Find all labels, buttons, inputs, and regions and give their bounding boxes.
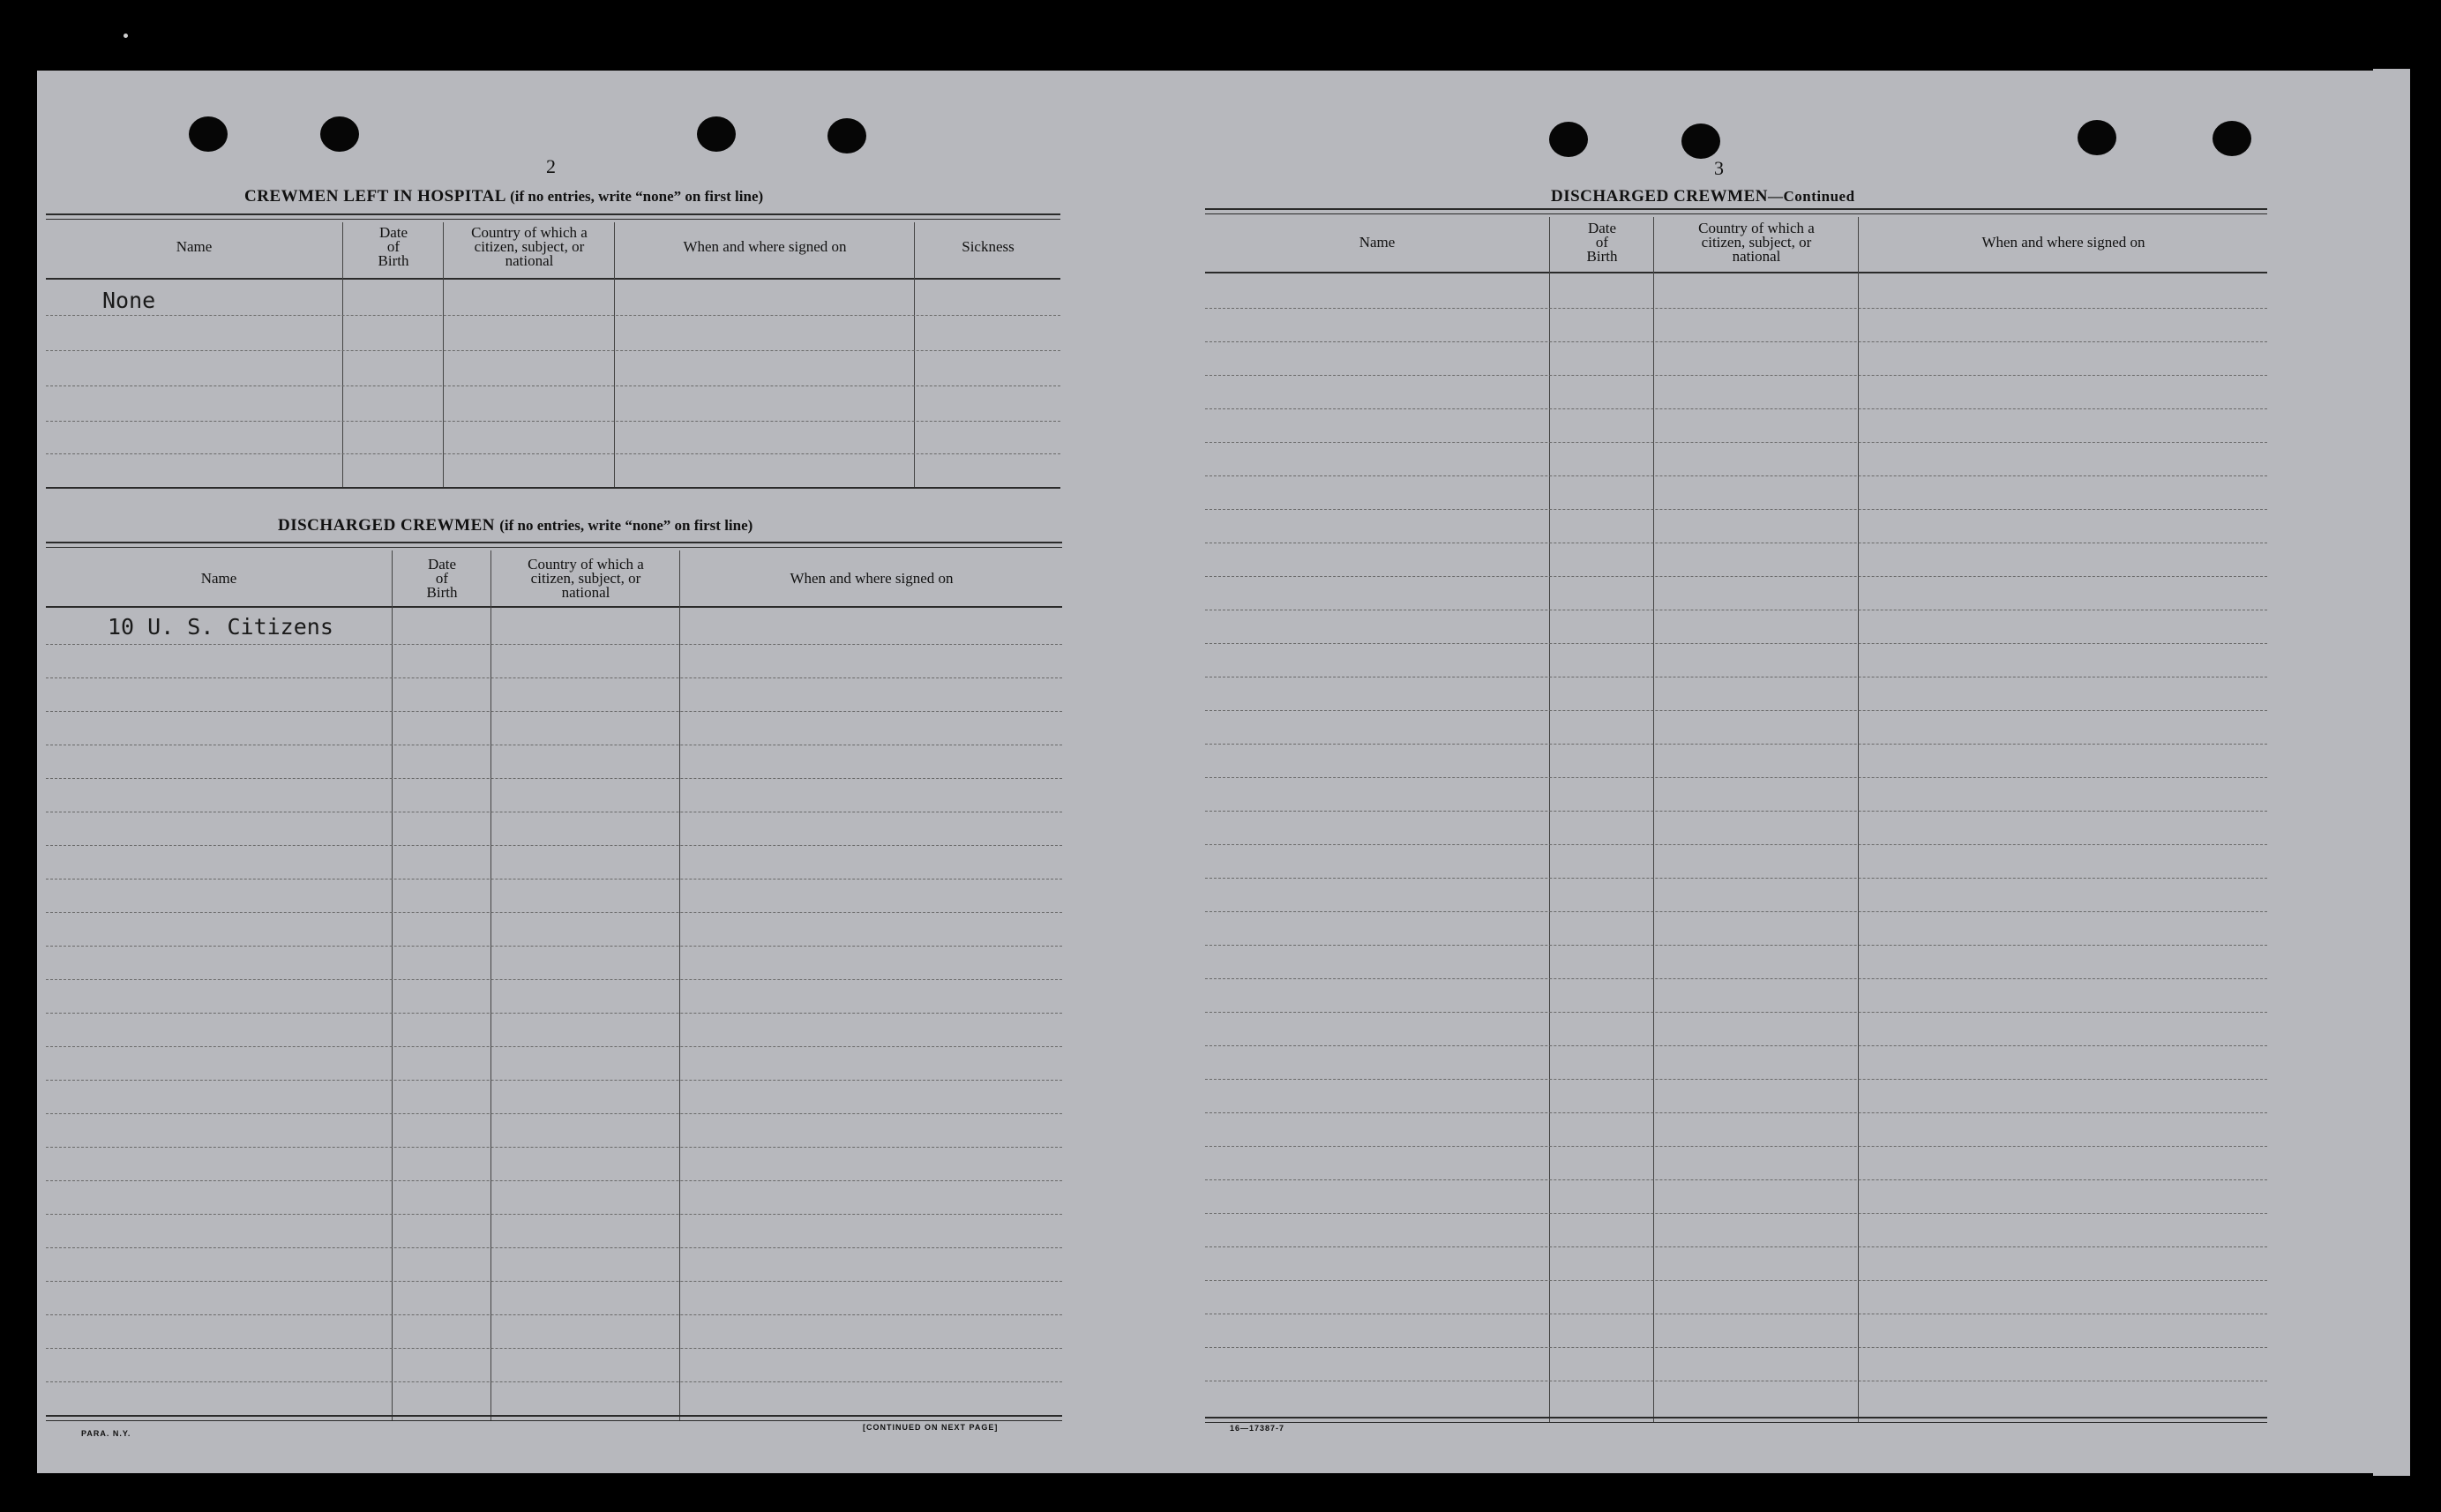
punch-hole [1549,122,1588,157]
continued-col-country: Country of which a citizen, subject, or national [1698,220,1815,265]
continued-col-birth: Date of Birth [1586,220,1618,265]
discharged-table [46,542,1062,1424]
hospital-title-text: CREWMEN LEFT IN HOSPITAL [244,187,505,206]
hospital-col-when-where: When and where signed on [683,238,847,255]
discharged-col-when-where: When and where signed on [790,570,954,587]
discharged-col-name: Name [200,570,237,587]
hospital-col-name: Name [176,238,213,255]
discharged-first-entry: 10 U. S. Citizens [108,614,333,640]
hospital-table [46,213,1060,491]
hospital-col-country: Country of which a citizen, subject, or national [471,224,588,269]
discharged-col-birth: Date of Birth [426,556,458,601]
discharged-section-title [278,516,753,535]
punch-hole [320,116,359,152]
discharged-title-text: DISCHARGED CREWMEN [278,516,495,535]
page-number-right: 3 [1714,157,1724,179]
continued-section-title [1551,187,1855,206]
punch-hole [2213,121,2251,156]
discharged-instruction: (if no entries, write “none” on first line) [499,517,753,534]
hospital-section-title [244,187,763,206]
continued-title-suffix: —Continued [1768,188,1855,205]
continued-col-name: Name [1359,234,1396,251]
continued-note: [CONTINUED ON NEXT PAGE] [863,1423,999,1432]
discharged-col-country: Country of which a citizen, subject, or national [528,556,644,601]
hospital-col-sickness: Sickness [962,238,1015,255]
discharged-continued-table [1205,208,2267,1426]
dust-speck [124,34,128,38]
punch-hole [189,116,228,152]
hospital-first-entry: None [102,288,156,313]
punch-hole [827,118,866,153]
form-number: 16—17387-7 [1230,1424,1285,1433]
continued-title-text: DISCHARGED CREWMEN [1551,187,1768,206]
punch-hole [2078,120,2116,155]
page-number-left: 2 [546,155,556,177]
continued-col-when-where: When and where signed on [1981,234,2145,251]
hospital-col-birth: Date of Birth [378,224,409,269]
punch-hole [1681,124,1720,159]
printer-imprint: PARA. N.Y. [81,1429,131,1438]
punch-hole [697,116,736,152]
paper-edge [2373,69,2410,1476]
hospital-instruction: (if no entries, write “none” on first line) [510,188,764,205]
